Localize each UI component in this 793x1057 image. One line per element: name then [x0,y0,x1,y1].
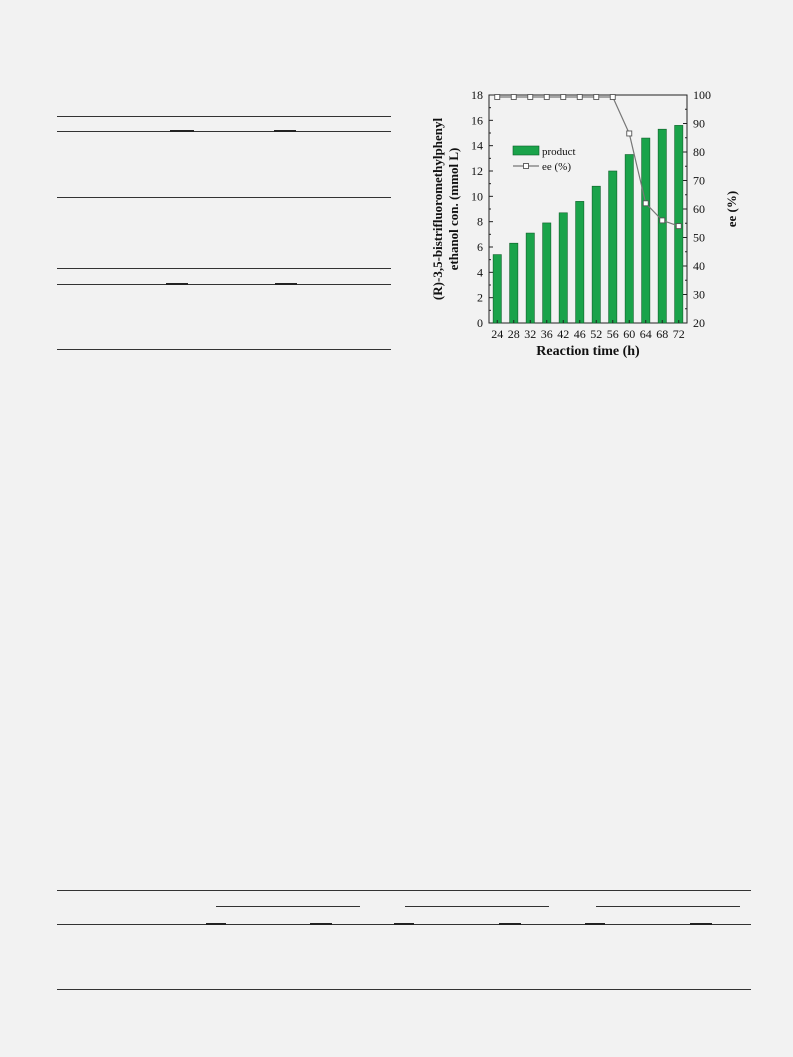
ee-marker [660,218,665,223]
table-header-underline [166,283,188,285]
y2-tick-label: 70 [693,173,705,188]
y2-tick-label: 100 [693,88,711,102]
ee-marker [643,201,648,206]
table-header-rule [57,284,391,285]
bar [576,201,584,323]
y2-tick-label: 40 [693,259,705,273]
y2-tick-label: 90 [693,116,705,131]
legend-product-label: product [542,146,576,158]
bar [526,233,534,323]
x-tick-label: 46 [573,327,586,341]
plot-frame [489,95,687,323]
bar [592,186,600,323]
x-tick-label: 28 [507,327,520,341]
bar [609,171,617,323]
ee-marker [544,94,549,99]
y-tick-label: 2 [477,290,483,305]
ee-marker [676,224,681,229]
ee-marker [561,94,566,99]
y-axis-title-line2: ethanol con. (mmol L) [446,147,461,271]
table-header-underline [206,923,226,925]
y2-axis-title: ee (%) [724,190,739,228]
table-top-rule [57,268,391,269]
y-tick-label: 6 [477,240,483,254]
y-tick-label: 12 [471,164,483,178]
table-header-underline [394,923,414,925]
x-tick-label: 72 [672,327,685,341]
table-header-underline [275,283,297,285]
table-header-underline [690,923,712,925]
y2-tick-label: 60 [693,202,705,216]
x-axis-title: Reaction time (h) [536,344,640,359]
ee-marker [528,94,533,99]
y2-tick-label: 80 [693,145,705,159]
y-tick-label: 4 [477,265,483,280]
x-tick-label: 36 [540,327,553,341]
table-group-rule [596,906,740,907]
table-top-rule [57,116,391,117]
bar [658,129,666,323]
ee-marker [577,94,582,99]
ee-marker [495,94,500,99]
y-axis-title-line1: (R)-3,5-bistrifluoromethylphenyl [430,117,445,301]
bar [625,155,633,323]
bar [642,138,650,323]
table-header-rule [57,131,391,132]
legend-ee-marker [524,164,529,169]
x-tick-label: 60 [623,327,636,341]
table-header-underline [274,130,296,132]
ee-line [497,97,679,226]
x-tick-label: 52 [590,327,603,341]
x-tick-label: 64 [639,327,652,341]
y2-tick-label: 50 [693,230,705,245]
y-tick-label: 14 [471,138,483,153]
table-bottom-rule [57,989,751,990]
table-group-rule [216,906,360,907]
legend-ee-label: ee (%) [542,161,572,173]
product-ee-chart [420,80,750,380]
bar [543,223,551,323]
ee-marker [627,131,632,136]
table-bottom-rule [57,349,391,350]
table-header-underline [499,923,521,925]
x-tick-label: 68 [656,327,669,341]
legend-product-swatch [513,146,539,155]
ee-marker [610,94,615,99]
y2-tick-label: 30 [693,287,705,302]
y-tick-label: 0 [477,316,483,330]
table-header-underline [310,923,332,925]
x-tick-label: 56 [606,327,619,341]
y-tick-label: 16 [471,113,483,128]
y2-tick-label: 20 [693,316,705,330]
table-header-underline [585,923,605,925]
ee-marker [594,94,599,99]
bar [493,255,501,323]
x-tick-label: 32 [524,327,537,341]
table-bottom-rule [57,197,391,198]
table-header-underline [170,130,194,132]
y-tick-label: 10 [471,189,483,204]
x-tick-label: 42 [557,327,570,341]
ee-marker [511,94,516,99]
table-top-rule [57,890,751,891]
bar [559,213,567,323]
table-group-rule [405,906,549,907]
bar [510,243,518,323]
y-tick-label: 8 [477,214,483,229]
y-tick-label: 18 [471,88,483,102]
chart-plot [430,88,739,359]
x-tick-label: 24 [491,327,504,341]
